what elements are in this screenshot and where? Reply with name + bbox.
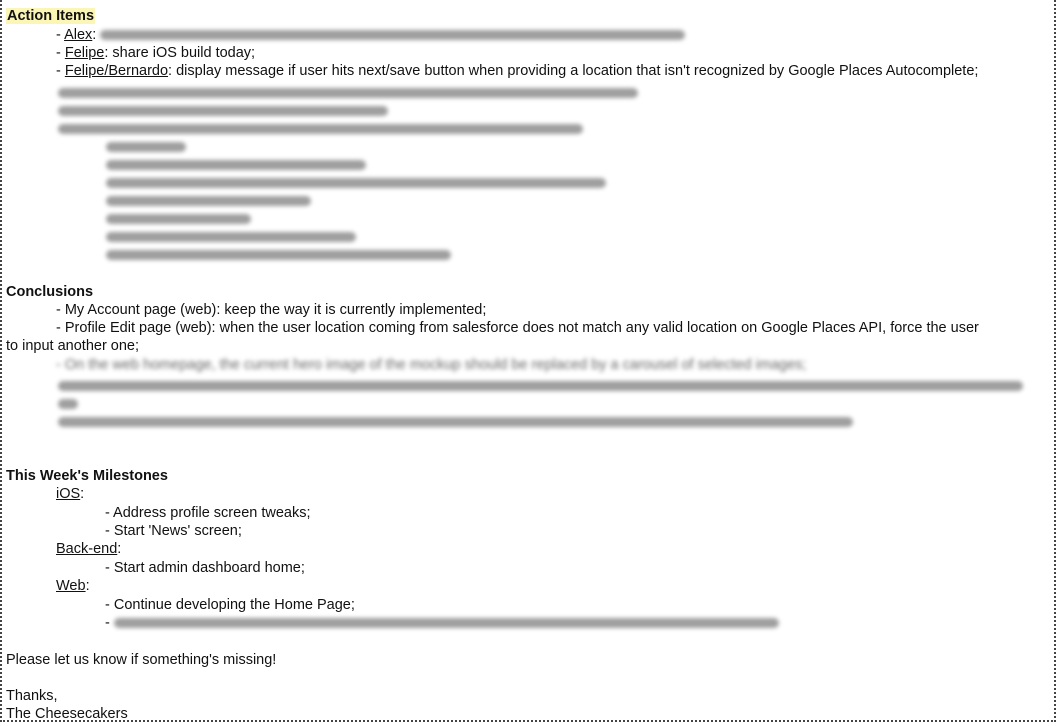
redacted-sub-item (106, 138, 186, 156)
redacted-sub-item (106, 228, 356, 246)
felipe-action-text: : share iOS build today; (104, 45, 256, 61)
alex-link[interactable]: Alex (64, 27, 93, 43)
felipe-link[interactable]: Felipe (64, 45, 105, 61)
milestone-ios-item: - Start 'News' screen; (105, 523, 242, 539)
redacted-action-item (58, 84, 638, 102)
conclusion-web-homepage: - On the web homepage, the current hero image of the mockup should be replaced by a carousel of selected images; (56, 357, 807, 373)
redacted-conclusion (58, 377, 1023, 395)
felipe-bernardo-link[interactable]: Felipe/Bernardo (64, 63, 169, 79)
redacted-sub-item (106, 192, 311, 210)
conclusion-my-account: - My Account page (web): keep the way it is currently implemented; (56, 302, 487, 318)
milestone-web-label: Web: (56, 578, 90, 594)
conclusion-profile-edit: - Profile Edit page (web): when the user location coming from salesforce does not match any valid location on Google Places API, force the user (56, 320, 979, 336)
footer-signature: The Cheesecakers (6, 706, 128, 722)
redacted-sub-item (106, 210, 251, 228)
milestones-heading: This Week's Milestones (6, 468, 168, 484)
redacted-milestone: - (105, 614, 779, 632)
redacted-action-item (58, 102, 388, 120)
redacted-action-item (58, 120, 583, 138)
milestone-ios-label: iOS: (56, 486, 85, 502)
ios-link[interactable]: iOS (56, 486, 81, 502)
redacted-text (100, 30, 685, 40)
redacted-conclusion (58, 413, 853, 431)
footer-thanks: Thanks, (6, 688, 58, 704)
redacted-sub-item (106, 156, 366, 174)
milestone-ios-item: - Address profile screen tweaks; (105, 505, 311, 521)
backend-link[interactable]: Back-end (56, 541, 118, 557)
action-items-heading-text: Action Items (7, 8, 95, 24)
felipe-bernardo-action-text: : display message if user hits next/save button when providing a location that isn't recognized by Google Places Autocomplete; (168, 63, 979, 79)
conclusion-profile-edit-cont: to input another one; (6, 338, 140, 354)
action-items-heading (6, 7, 95, 25)
milestone-backend-label: Back-end: (56, 541, 122, 557)
web-link[interactable]: Web (56, 578, 86, 594)
redacted-sub-item (106, 174, 606, 192)
conclusions-heading: Conclusions (6, 284, 94, 300)
action-item-felipe-bernardo: - Felipe/Bernardo: display message if user hits next/save button when providing a location that isn't recognized by Google Places Autocomplete; (56, 63, 979, 79)
action-item-felipe: - Felipe: share iOS build today; (56, 45, 256, 61)
action-item-alex: - Alex: (56, 26, 685, 44)
milestone-web-item: - Continue developing the Home Page; (105, 597, 355, 613)
footer-missing-note: Please let us know if something's missing! (6, 652, 277, 668)
redacted-conclusion (58, 395, 78, 413)
milestone-backend-item: - Start admin dashboard home; (105, 560, 305, 576)
redacted-sub-item (106, 246, 451, 264)
